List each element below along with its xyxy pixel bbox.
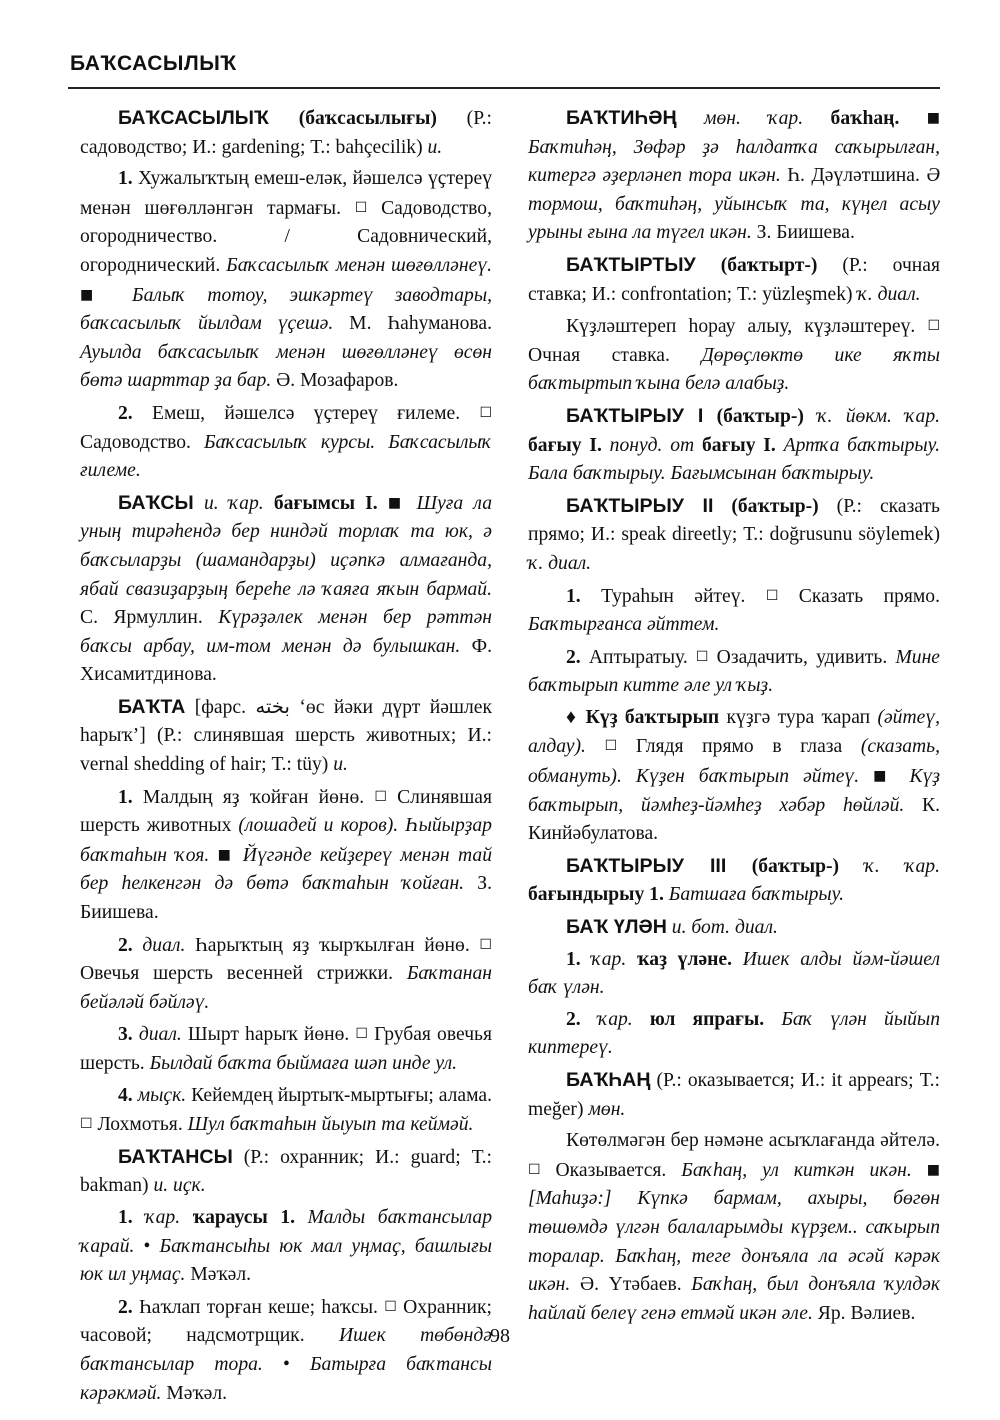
entry-paragraph: 2. диал. Һарыҡтың яҙ ҡырҡылған йөнө. ☐ Овечья шерсть весенней стрижки. Баҡтанан бейәләй бәйләү. (80, 934, 492, 1013)
entry-paragraph: 2. Һаҡлап торған кеше; һаҡсы. ☐ Охранник; часовой; надсмотрщик. Ишек төбөндә баҡтансылар тора. • Батырға баҡтансы кәрәкмәй. Мәҡәл. (80, 1296, 492, 1404)
entry-paragraph: БАҠТЫРЫУ I (баҡтыр-) ҡ. йөкм. ҡар. бағыу I. понуд. от бағыу I. Артҡа баҡтырыу. Бала баҡтырыу. Бағымсынан баҡтырыу. (528, 404, 941, 485)
entry-paragraph: 1. Малдың яҙ ҡойған йөнө. ☐ Слинявшая шерсть животных (лошадей и коров). Һыйырҙар баҡтаһын ҡоя. ■ Йүгәнде кейҙереү менән тай бер һелкенгән дә бөтә баҡтаһын ҡойған. З. Биишева. (80, 786, 492, 924)
entry-paragraph: БАҠТА [фарс. بخته ‘өс йәки дүрт йәшлек һарыҡ’] (Р.: слинявшая шерсть животных; И.: vernal shedding of hair; Т.: tüy) и. (80, 695, 492, 776)
entry-paragraph: 3. диал. Шырт һарыҡ йөнө. ☐ Грубая овечья шерсть. Былдай баҡта быймаға шәп инде ул. (80, 1024, 493, 1074)
entry-paragraph: 4. мыҫк. Кейемдең йыртыҡ-мыртығы; алама. ☐ Лохмотья. Шул баҡтаһын йыуып та кеймәй. (80, 1084, 492, 1136)
entry-paragraph: Көтөлмәгән бер нәмәне асыҡлағанда әйтелә. ☐ Оказывается. Баҡһаң, ул киткән икән. ■ [Маһиҙә:] Күпкә бармам, ахыры, бөгөн төшөмдә үлгән балаларымды күрҙем.. саҡырып торалар. Баҡһаң, теге донъяла ла әсәй кәрәк икән. Ә. Үтәбаев. Баҡһаң, был донъяла ҡулдәк һайлай белеү генә етмәй икән әле. Яр. Вәлиев. (528, 1130, 941, 1324)
entry-paragraph: БАҠСЫ и. ҡар. бағымсы I. ■ Шуға ла уның тирәһендә бер ниндәй торлаҡ та юк, ә баҡсыларҙы (шамандарҙы) иҫәпкә алмағанда, ябай свазиҙарҙың береһе лә ҡаяға яҡын бармай. С. Ярмуллин. Күрәҙәлек менән бер рәттән баҡсы арбау, им-том менән дә булышкан. Ф. Хисамитдинова. (80, 491, 493, 686)
entry-paragraph: 2. Аптыратыу. ☐ Озадачить, удивить. Мине баҡтырып китте әле ул ҡыҙ. (528, 646, 940, 697)
entry-paragraph: БАҠТЫРЫУ III (баҡтыр-) ҡ. ҡар. бағындырыу 1. Батшаға баҡтырыу. (528, 854, 940, 906)
entry-paragraph: БАҠТАНСЫ (Р.: охранник; И.: guard; Т.: bakman) и. иҫк. (80, 1145, 492, 1197)
entry-paragraph: 1. Тураһын әйтеү. ☐ Сказать прямо. Баҡтырғанса әйттем. (528, 585, 941, 636)
entry-paragraph: 1. ҡар. ҡаҙ үләне. Ишек алды йәм-йәшел баҡ үлән. (528, 948, 941, 999)
entry-paragraph: БАҠТЫРЫУ II (баҡтыр-) (Р.: сказать прямо; И.: speak direetly; Т.: doğrusunu söylemek) ҡ. диал. (528, 494, 940, 574)
entry-paragraph: 1. ҡар. ҡараусы 1. Малды баҡтансылар ҡарай. • Баҡтансыһы юк мал уңмаҫ, башлығы юк ил уңмаҫ. Мәҡәл. (80, 1206, 493, 1286)
entry-paragraph: БАҠТИҺӘҢ мөн. ҡар. баҡһаң. ■ Баҡтиһәң, Зөфәр ҙә һалдатҡа саҡырылған, китергә әҙерләнеп тора икән. Һ. Дәүләтшина. Ә тормош, баҡтиһәң, уйынсыҡ та, күңел асыу урыны ғына ла түгел икән. З. Биишева. (528, 107, 940, 244)
running-head: БАҠСАСЫЛЫҠ (70, 52, 237, 75)
entry-paragraph: Күҙләштереп һорау алыу, күҙләштереү. ☐ Очная ставка. Дөрөҫлөктө ике яҡты баҡтыртып ҡына белә алабыҙ. (528, 316, 940, 395)
entry-paragraph: 2. Емеш, йәшелсә үҫтереү ғилеме. ☐ Садоводство. Баҡсасылыҡ курсы. Баҡсасылыҡ ғилеме. (80, 402, 492, 482)
entry-paragraph: БАҠТЫРТЫУ (баҡтырт-) (Р.: очная ставка; И.: confrontation; Т.: yüzleşmek) ҡ. диал. (528, 253, 941, 305)
page-number: 98 (490, 1325, 510, 1347)
entry-paragraph: 1. Хужалыҡтың емеш-еләк, йәшелсә үҫтереү менән шөғөлләнгән тармағы. ☐ Садоводство, огородничество. / Садовнический, огороднический. Баҡсасылыҡ менән шөғөлләнеү. ■ Балыҡ тотоу, эшкәртеү заводтары, баҡсасылыҡ йылдам үҫешә. М. Һаһуманова. Ауылда баҡсасылыҡ менән шөғөлләнеү өсөн бөтә шарттар ҙа бар. Ә. Мозафаров. (80, 168, 492, 392)
entry-paragraph: ♦ Күҙ баҡтырып күҙгә тура ҡарап (әйтеү, алдау). ☐ Глядя прямо в глаза (сказать, обмануть). Күҙен баҡтырып әйтеү. ■ Күҙ баҡтырып, йәмһеҙ-йәмһеҙ хәбәр һөйләй. К. Кинйәбулатова. (528, 706, 940, 845)
entry-paragraph: БАҠСАСЫЛЫҠ (баҡсасылығы) (Р.: садоводство; И.: gardening; Т.: bahçecilik) и. (80, 107, 492, 158)
left-column (80, 104, 492, 1408)
entry-paragraph: 2. ҡар. юл япрағы. Баҡ үлән йыйып киптереү. (528, 1008, 940, 1059)
header-rule (68, 87, 940, 89)
entry-paragraph: БАҠ ҮЛӘН и. бот. диал. (566, 916, 778, 939)
entry-paragraph: БАҠҺАҢ (Р.: оказывается; И.: it appears; Т.: meğer) мөн. (528, 1069, 940, 1120)
right-column (528, 104, 940, 1328)
